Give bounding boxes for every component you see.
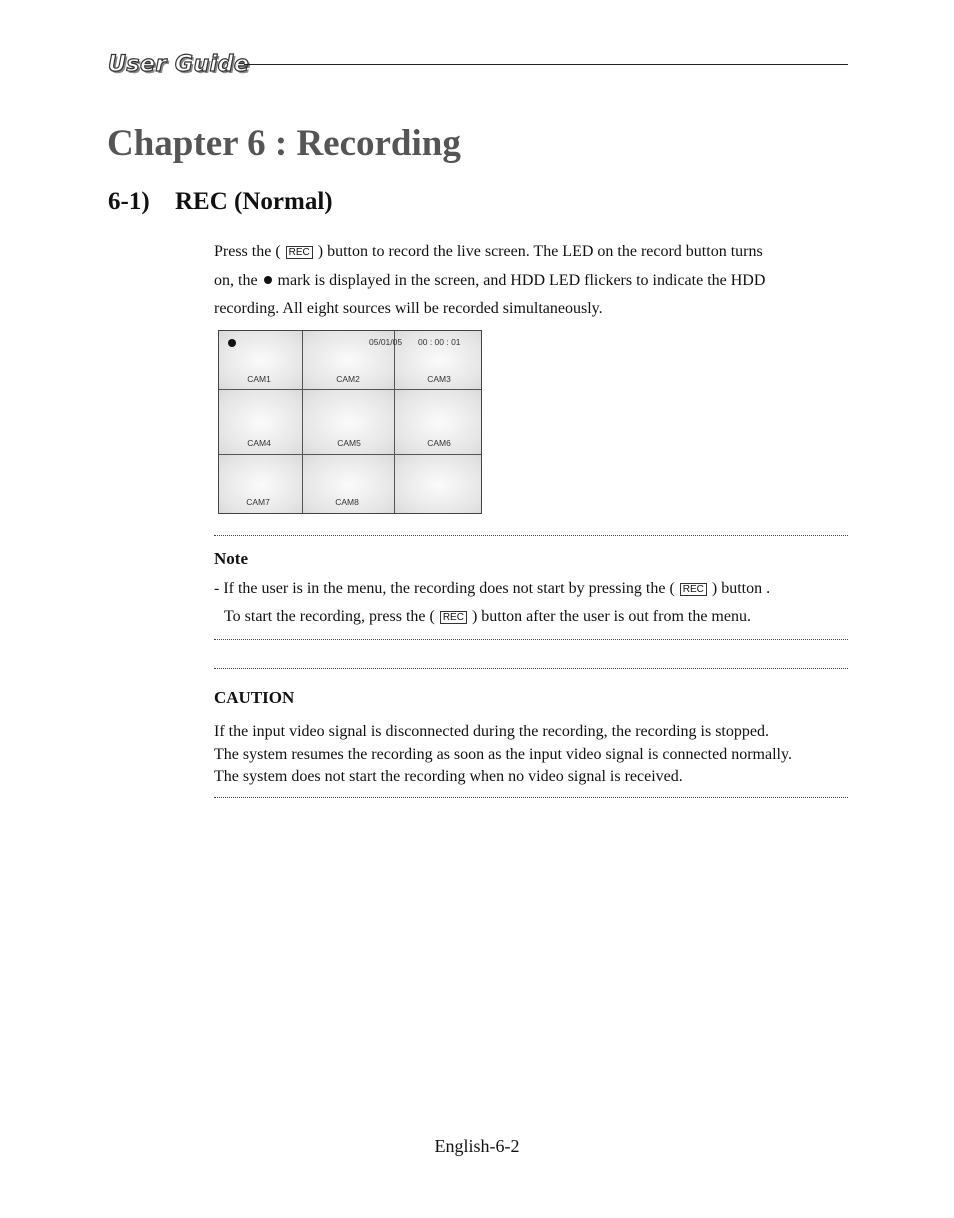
note-title: Note xyxy=(214,549,248,568)
intro-line-3: recording. All eight sources will be recorded simultaneously. xyxy=(214,300,603,317)
cam-label: CAM5 xyxy=(337,438,361,448)
grid-line xyxy=(302,331,303,514)
intro-text-c: on, the xyxy=(214,271,258,289)
osd-date: 05/01/05 xyxy=(369,337,403,347)
note-text-b: ) button . xyxy=(711,580,771,597)
rec-button-icon: REC xyxy=(440,611,467,624)
cam-label: CAM8 xyxy=(335,497,359,507)
intro-line-2 xyxy=(214,267,834,296)
caution-top-divider xyxy=(214,668,848,669)
intro-text-b: ) button to record the live screen. The LED on the record button turns xyxy=(317,243,763,260)
caution-bottom-divider xyxy=(214,797,848,798)
intro-line-1 xyxy=(214,238,834,267)
intro-text-a: Press the ( xyxy=(214,243,281,260)
grid-line xyxy=(219,454,482,455)
note-top-divider xyxy=(214,535,848,536)
note-text-a: - If the user is in the menu, the recording does not start by pressing the ( xyxy=(214,580,675,597)
section-name: REC (Normal) xyxy=(175,188,333,215)
intro-text-d: mark is displayed in the screen, and HDD LED flickers to indicate the HDD xyxy=(277,271,766,289)
grid-line xyxy=(394,331,395,514)
note-line-2 xyxy=(214,603,848,631)
rec-button-icon: REC xyxy=(286,246,313,259)
caution-line: The system resumes the recording as soon as the input video signal is connected normally. xyxy=(214,745,792,763)
caution-line: If the input video signal is disconnected during the recording, the recording is stopped. xyxy=(214,723,769,740)
record-dot-icon xyxy=(264,276,272,284)
caution-title: CAUTION xyxy=(214,688,295,707)
cam-label: CAM4 xyxy=(247,438,271,448)
header-rule xyxy=(244,64,848,65)
rec-button-icon: REC xyxy=(680,583,707,596)
user-guide-logo: User Guide xyxy=(108,52,250,77)
caution-line: The system does not start the recording when no video signal is received. xyxy=(214,768,683,785)
page-number: English-6-2 xyxy=(434,1136,520,1156)
section-title xyxy=(108,188,333,216)
intro-paragraph xyxy=(214,238,834,324)
cam-label: CAM3 xyxy=(427,374,451,384)
caution-body xyxy=(214,721,848,789)
note-text-c: To start the recording, press the ( xyxy=(224,608,435,625)
note-body xyxy=(214,575,848,631)
cam-label: CAM7 xyxy=(246,497,270,507)
note-line-1 xyxy=(214,575,848,603)
empty-cell xyxy=(395,455,482,514)
chapter-title: Chapter 6 : Recording xyxy=(107,123,461,164)
cam-label: CAM1 xyxy=(247,374,271,384)
cam-label: CAM6 xyxy=(427,438,451,448)
recording-screen-illustration xyxy=(218,330,482,514)
osd-time: 00 : 00 : 01 xyxy=(418,337,461,347)
note-bottom-divider xyxy=(214,639,848,640)
cam-label: CAM2 xyxy=(336,374,360,384)
grid-line xyxy=(219,389,482,390)
section-number: 6-1) xyxy=(108,188,150,215)
recording-indicator-icon xyxy=(228,339,236,347)
note-text-d: ) button after the user is out from the menu. xyxy=(471,608,751,625)
page-header xyxy=(108,50,848,82)
